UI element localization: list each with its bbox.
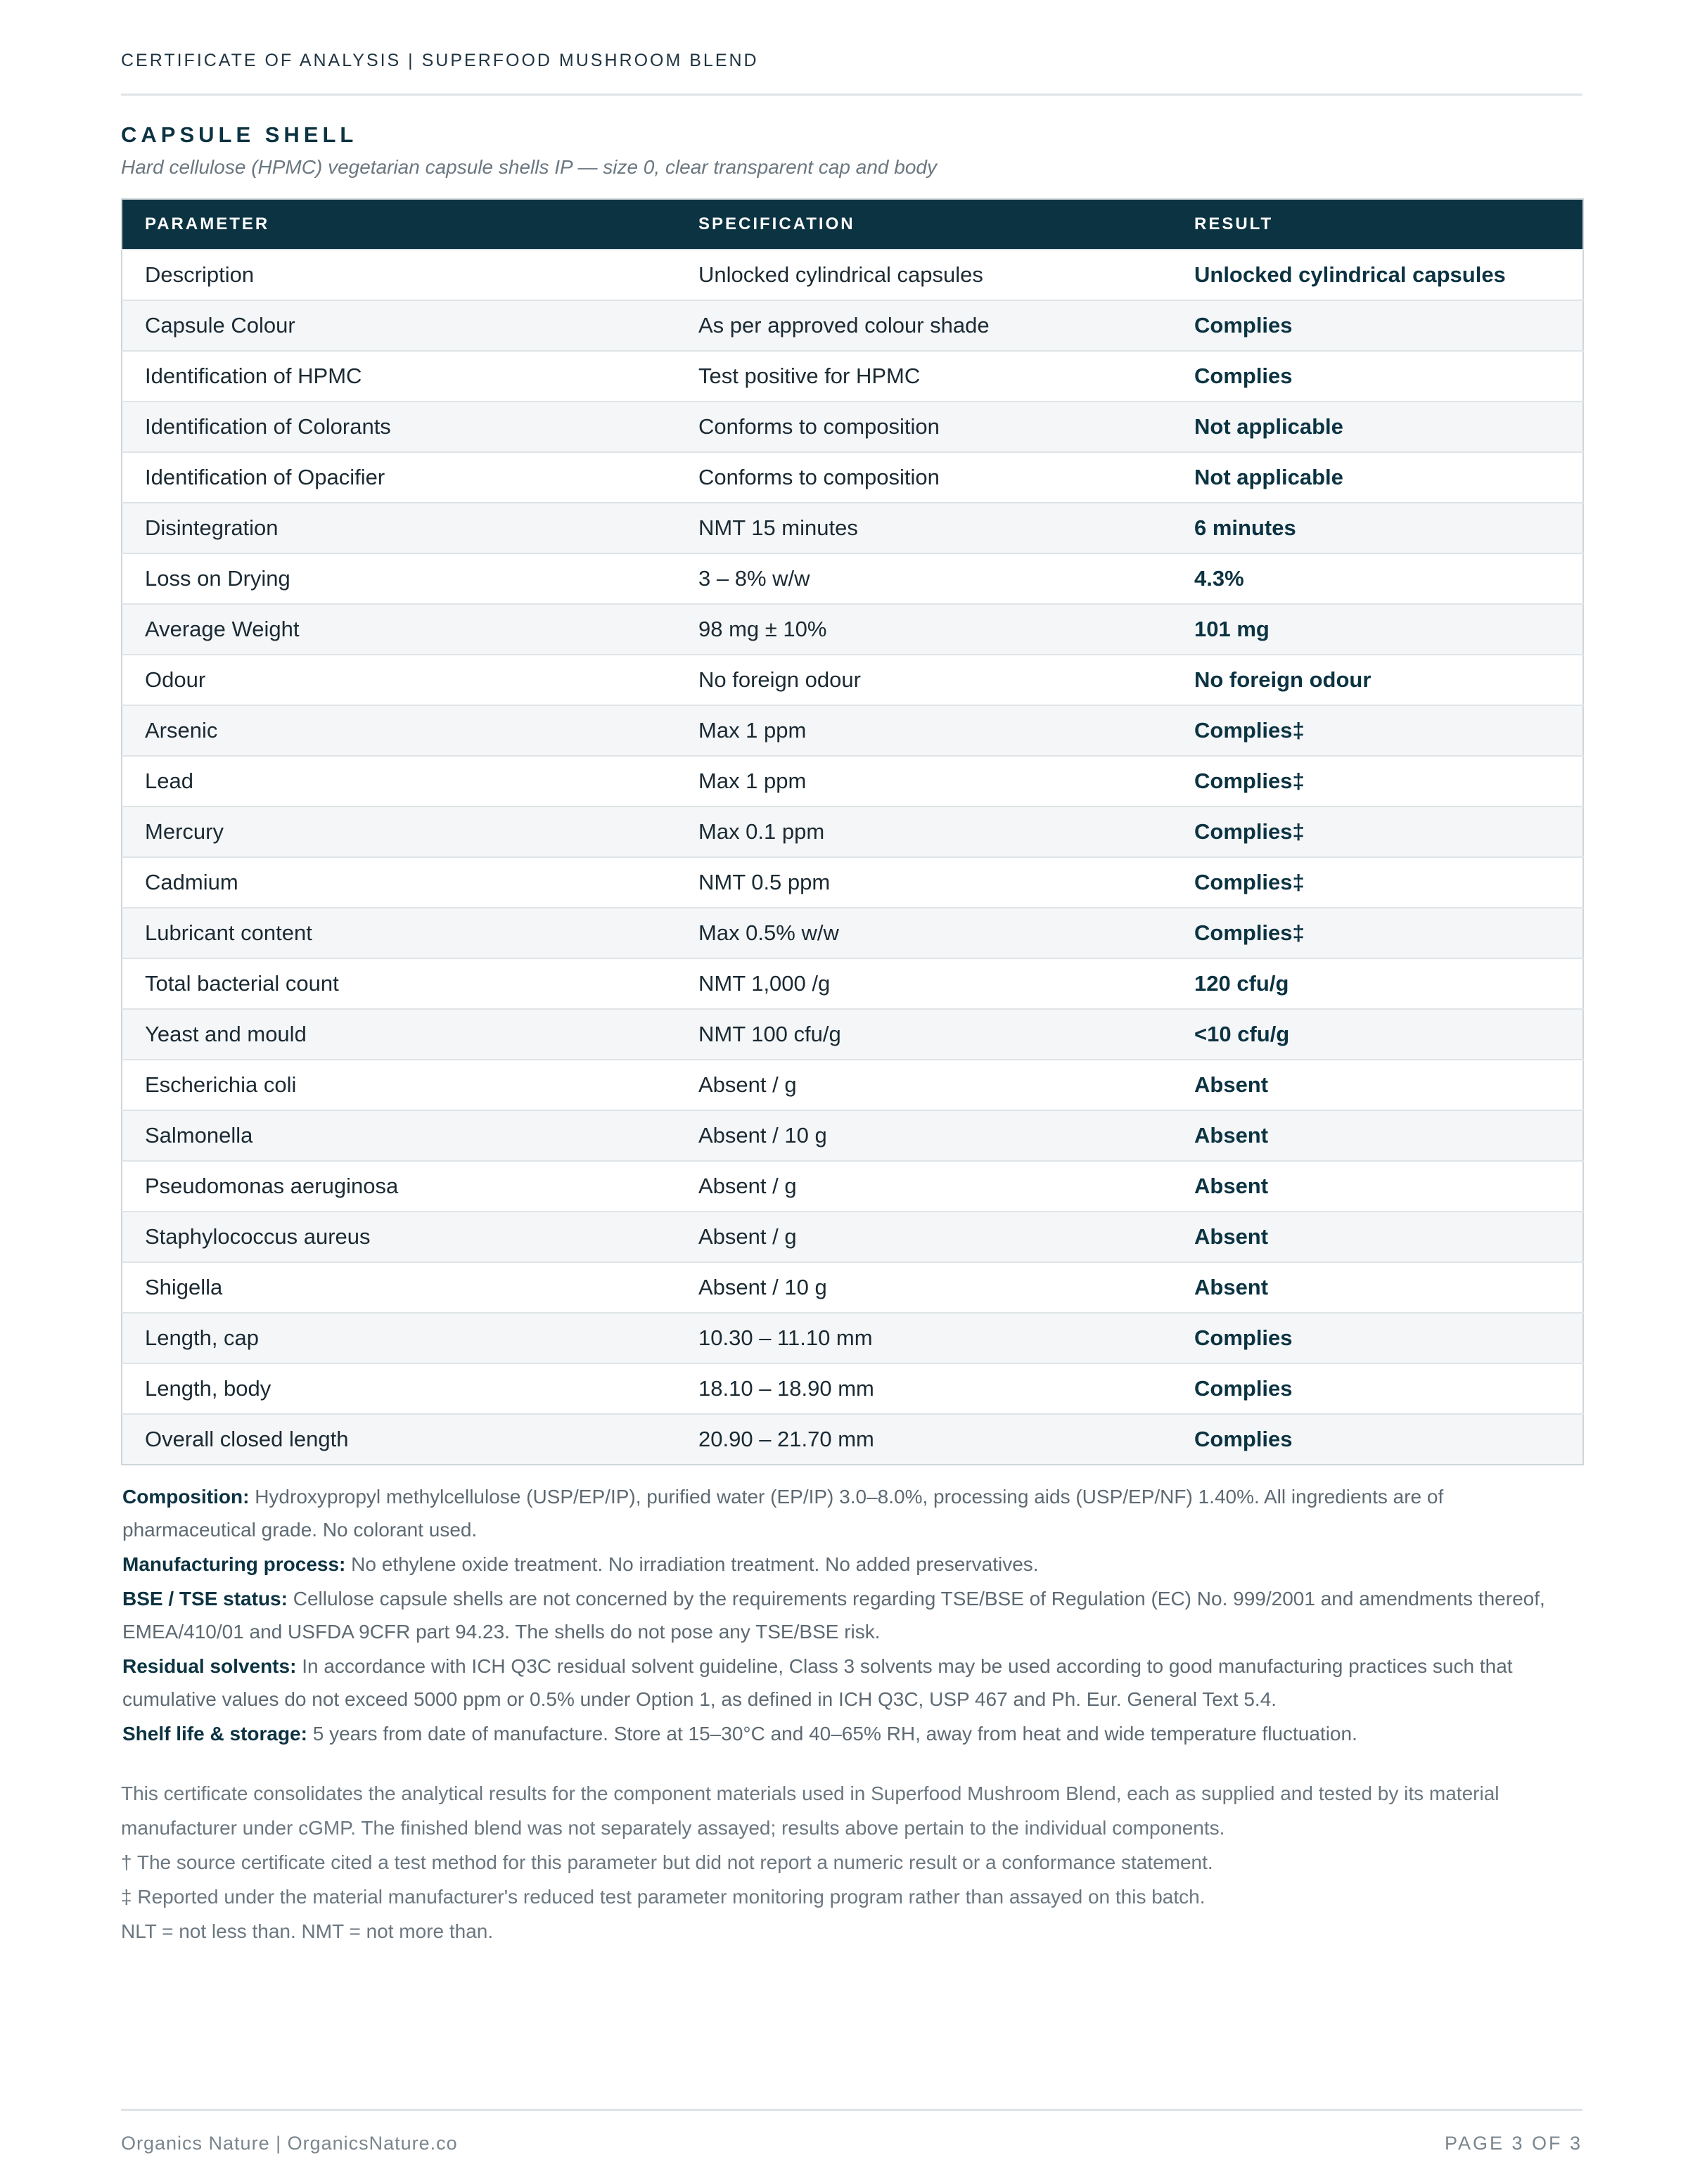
note-text: In accordance with ICH Q3C residual solvent guideline, Class 3 solvents may be used according to good manufacturing practices such that cumulative values do not exceed 5000 ppm or 0.5% under Option 1, as defined in ICH Q3C, USP 467 and Ph. Eur. General Text 5.4. xyxy=(122,1655,1513,1710)
cell-result: Not applicable xyxy=(1172,452,1583,503)
cell-parameter: Total bacterial count xyxy=(122,958,676,1009)
cell-specification: NMT 100 cfu/g xyxy=(676,1009,1172,1060)
cell-specification: No foreign odour xyxy=(676,655,1172,705)
cell-result: 4.3% xyxy=(1172,553,1583,604)
column-header-result: RESULT xyxy=(1172,199,1583,250)
cell-result: Complies xyxy=(1172,300,1583,351)
cell-result: Absent xyxy=(1172,1110,1583,1161)
table-row xyxy=(122,1414,1583,1465)
cell-specification: Absent / 10 g xyxy=(676,1110,1172,1161)
cell-result: Unlocked cylindrical capsules xyxy=(1172,250,1583,300)
cell-parameter: Salmonella xyxy=(122,1110,676,1161)
cell-specification: 98 mg ± 10% xyxy=(676,604,1172,655)
cell-specification: Max 1 ppm xyxy=(676,756,1172,807)
cell-specification: As per approved colour shade xyxy=(676,300,1172,351)
cell-result: Complies‡ xyxy=(1172,705,1583,756)
header-divider xyxy=(121,94,1582,96)
cell-specification: Absent / g xyxy=(676,1161,1172,1212)
note-paragraph xyxy=(122,1548,1571,1581)
table-row xyxy=(122,452,1583,503)
section-title: CAPSULE SHELL xyxy=(121,122,358,147)
note-paragraph xyxy=(122,1480,1571,1546)
note-text: No ethylene oxide treatment. No irradiation treatment. No added preservatives. xyxy=(351,1553,1039,1575)
cell-specification: Absent / g xyxy=(676,1212,1172,1262)
cell-parameter: Identification of HPMC xyxy=(122,351,676,402)
cell-parameter: Identification of Opacifier xyxy=(122,452,676,503)
results-table xyxy=(121,198,1584,1465)
table-row xyxy=(122,351,1583,402)
table-row xyxy=(122,503,1583,553)
cell-parameter: Escherichia coli xyxy=(122,1060,676,1110)
footnotes-section xyxy=(121,1776,1582,1948)
table-row xyxy=(122,1313,1583,1363)
cell-specification: Conforms to composition xyxy=(676,452,1172,503)
note-label: Residual solvents: xyxy=(122,1655,297,1677)
cell-result: Absent xyxy=(1172,1262,1583,1313)
cell-parameter: Pseudomonas aeruginosa xyxy=(122,1161,676,1212)
cell-parameter: Disintegration xyxy=(122,503,676,553)
table-row xyxy=(122,958,1583,1009)
footer-divider xyxy=(121,2109,1582,2111)
cell-specification: 20.90 – 21.70 mm xyxy=(676,1414,1172,1465)
cell-result: Complies‡ xyxy=(1172,807,1583,857)
note-paragraph xyxy=(122,1650,1571,1716)
cell-parameter: Lead xyxy=(122,756,676,807)
cell-specification: 3 – 8% w/w xyxy=(676,553,1172,604)
cell-result: Complies‡ xyxy=(1172,908,1583,958)
cell-parameter: Arsenic xyxy=(122,705,676,756)
cell-specification: Max 1 ppm xyxy=(676,705,1172,756)
cell-parameter: Shigella xyxy=(122,1262,676,1313)
table-row xyxy=(122,1110,1583,1161)
table-row xyxy=(122,908,1583,958)
note-label: Manufacturing process: xyxy=(122,1553,346,1575)
cell-result: 6 minutes xyxy=(1172,503,1583,553)
cell-result: 120 cfu/g xyxy=(1172,958,1583,1009)
page-number: PAGE 3 OF 3 xyxy=(1444,2133,1582,2154)
cell-specification: NMT 15 minutes xyxy=(676,503,1172,553)
cell-parameter: Overall closed length xyxy=(122,1414,676,1465)
cell-result: Complies xyxy=(1172,1363,1583,1414)
cell-result: Complies‡ xyxy=(1172,857,1583,908)
cell-parameter: Length, body xyxy=(122,1363,676,1414)
table-row xyxy=(122,807,1583,857)
cell-result: Absent xyxy=(1172,1212,1583,1262)
cell-parameter: Cadmium xyxy=(122,857,676,908)
note-label: BSE / TSE status: xyxy=(122,1588,288,1610)
cell-specification: Max 0.5% w/w xyxy=(676,908,1172,958)
cell-specification: Unlocked cylindrical capsules xyxy=(676,250,1172,300)
cell-result: Complies xyxy=(1172,1313,1583,1363)
table-row xyxy=(122,1212,1583,1262)
note-label: Shelf life & storage: xyxy=(122,1723,307,1745)
note-paragraph xyxy=(122,1582,1571,1648)
note-text: Hydroxypropyl methylcellulose (USP/EP/IP), purified water (EP/IP) 3.0–8.0%, processing aids (USP/EP/NF) 1.40%. All ingredients are of pharmaceutical grade. No colorant used. xyxy=(122,1486,1444,1541)
cell-specification: 18.10 – 18.90 mm xyxy=(676,1363,1172,1414)
table-row xyxy=(122,655,1583,705)
table-row xyxy=(122,300,1583,351)
cell-result: Absent xyxy=(1172,1060,1583,1110)
table-row xyxy=(122,857,1583,908)
running-header: CERTIFICATE OF ANALYSIS | SUPERFOOD MUSHROOM BLEND xyxy=(121,51,759,70)
cell-specification: Conforms to composition xyxy=(676,402,1172,452)
table-row xyxy=(122,250,1583,300)
table-row xyxy=(122,705,1583,756)
cell-parameter: Odour xyxy=(122,655,676,705)
cell-result: 101 mg xyxy=(1172,604,1583,655)
table-row xyxy=(122,756,1583,807)
note-label: Composition: xyxy=(122,1486,250,1508)
column-header-parameter: PARAMETER xyxy=(122,199,676,250)
cell-parameter: Description xyxy=(122,250,676,300)
cell-parameter: Average Weight xyxy=(122,604,676,655)
table-row xyxy=(122,1262,1583,1313)
cell-specification: NMT 1,000 /g xyxy=(676,958,1172,1009)
cell-specification: Test positive for HPMC xyxy=(676,351,1172,402)
cell-parameter: Loss on Drying xyxy=(122,553,676,604)
column-header-specification: SPECIFICATION xyxy=(676,199,1172,250)
cell-result: <10 cfu/g xyxy=(1172,1009,1583,1060)
cell-parameter: Length, cap xyxy=(122,1313,676,1363)
table-row xyxy=(122,553,1583,604)
cell-specification: Absent / 10 g xyxy=(676,1262,1172,1313)
cell-result: Complies xyxy=(1172,351,1583,402)
cell-result: Absent xyxy=(1172,1161,1583,1212)
table-row xyxy=(122,1060,1583,1110)
table-row xyxy=(122,1161,1583,1212)
cell-specification: Absent / g xyxy=(676,1060,1172,1110)
note-paragraph xyxy=(122,1717,1571,1750)
table-row xyxy=(122,402,1583,452)
note-text: 5 years from date of manufacture. Store at 15–30°C and 40–65% RH, away from heat and wide temperature fluctuation. xyxy=(312,1723,1357,1745)
cell-parameter: Yeast and mould xyxy=(122,1009,676,1060)
table-body xyxy=(122,250,1583,1465)
cell-result: No foreign odour xyxy=(1172,655,1583,705)
table-row xyxy=(122,1009,1583,1060)
cell-specification: Max 0.1 ppm xyxy=(676,807,1172,857)
footnote: NLT = not less than. NMT = not more than. xyxy=(121,1920,494,1942)
cell-result: Not applicable xyxy=(1172,402,1583,452)
table-row xyxy=(122,604,1583,655)
table-row xyxy=(122,1363,1583,1414)
cell-specification: NMT 0.5 ppm xyxy=(676,857,1172,908)
footnote: This certificate consolidates the analytical results for the component materials used in Superfood Mushroom Blend, each as supplied and tested by its material manufacturer under cGMP. The finished blend was not separately assayed; results above pertain to the individual components. xyxy=(121,1782,1500,1839)
cell-parameter: Lubricant content xyxy=(122,908,676,958)
footer-company: Organics Nature | OrganicsNature.co xyxy=(121,2133,458,2154)
cell-result: Complies xyxy=(1172,1414,1583,1465)
table-header-row xyxy=(122,199,1583,250)
cell-parameter: Staphylococcus aureus xyxy=(122,1212,676,1262)
footnote: ‡ Reported under the material manufacturer's reduced test parameter monitoring program rather than assayed on this batch. xyxy=(121,1886,1206,1908)
cell-specification: 10.30 – 11.10 mm xyxy=(676,1313,1172,1363)
cell-parameter: Mercury xyxy=(122,807,676,857)
footnote: † The source certificate cited a test method for this parameter but did not report a numeric result or a conformance statement. xyxy=(121,1851,1213,1873)
cell-parameter: Capsule Colour xyxy=(122,300,676,351)
cell-result: Complies‡ xyxy=(1172,756,1583,807)
cell-parameter: Identification of Colorants xyxy=(122,402,676,452)
section-subtitle: Hard cellulose (HPMC) vegetarian capsule shells IP — size 0, clear transparent cap and body xyxy=(121,156,937,178)
note-text: Cellulose capsule shells are not concerned by the requirements regarding TSE/BSE of Regulation (EC) No. 999/2001 and amendments thereof, EMEA/410/01 and USFDA 9CFR part 94.23. The shells do not pose any TSE/BSE risk. xyxy=(122,1588,1545,1643)
notes-section xyxy=(122,1480,1571,1752)
